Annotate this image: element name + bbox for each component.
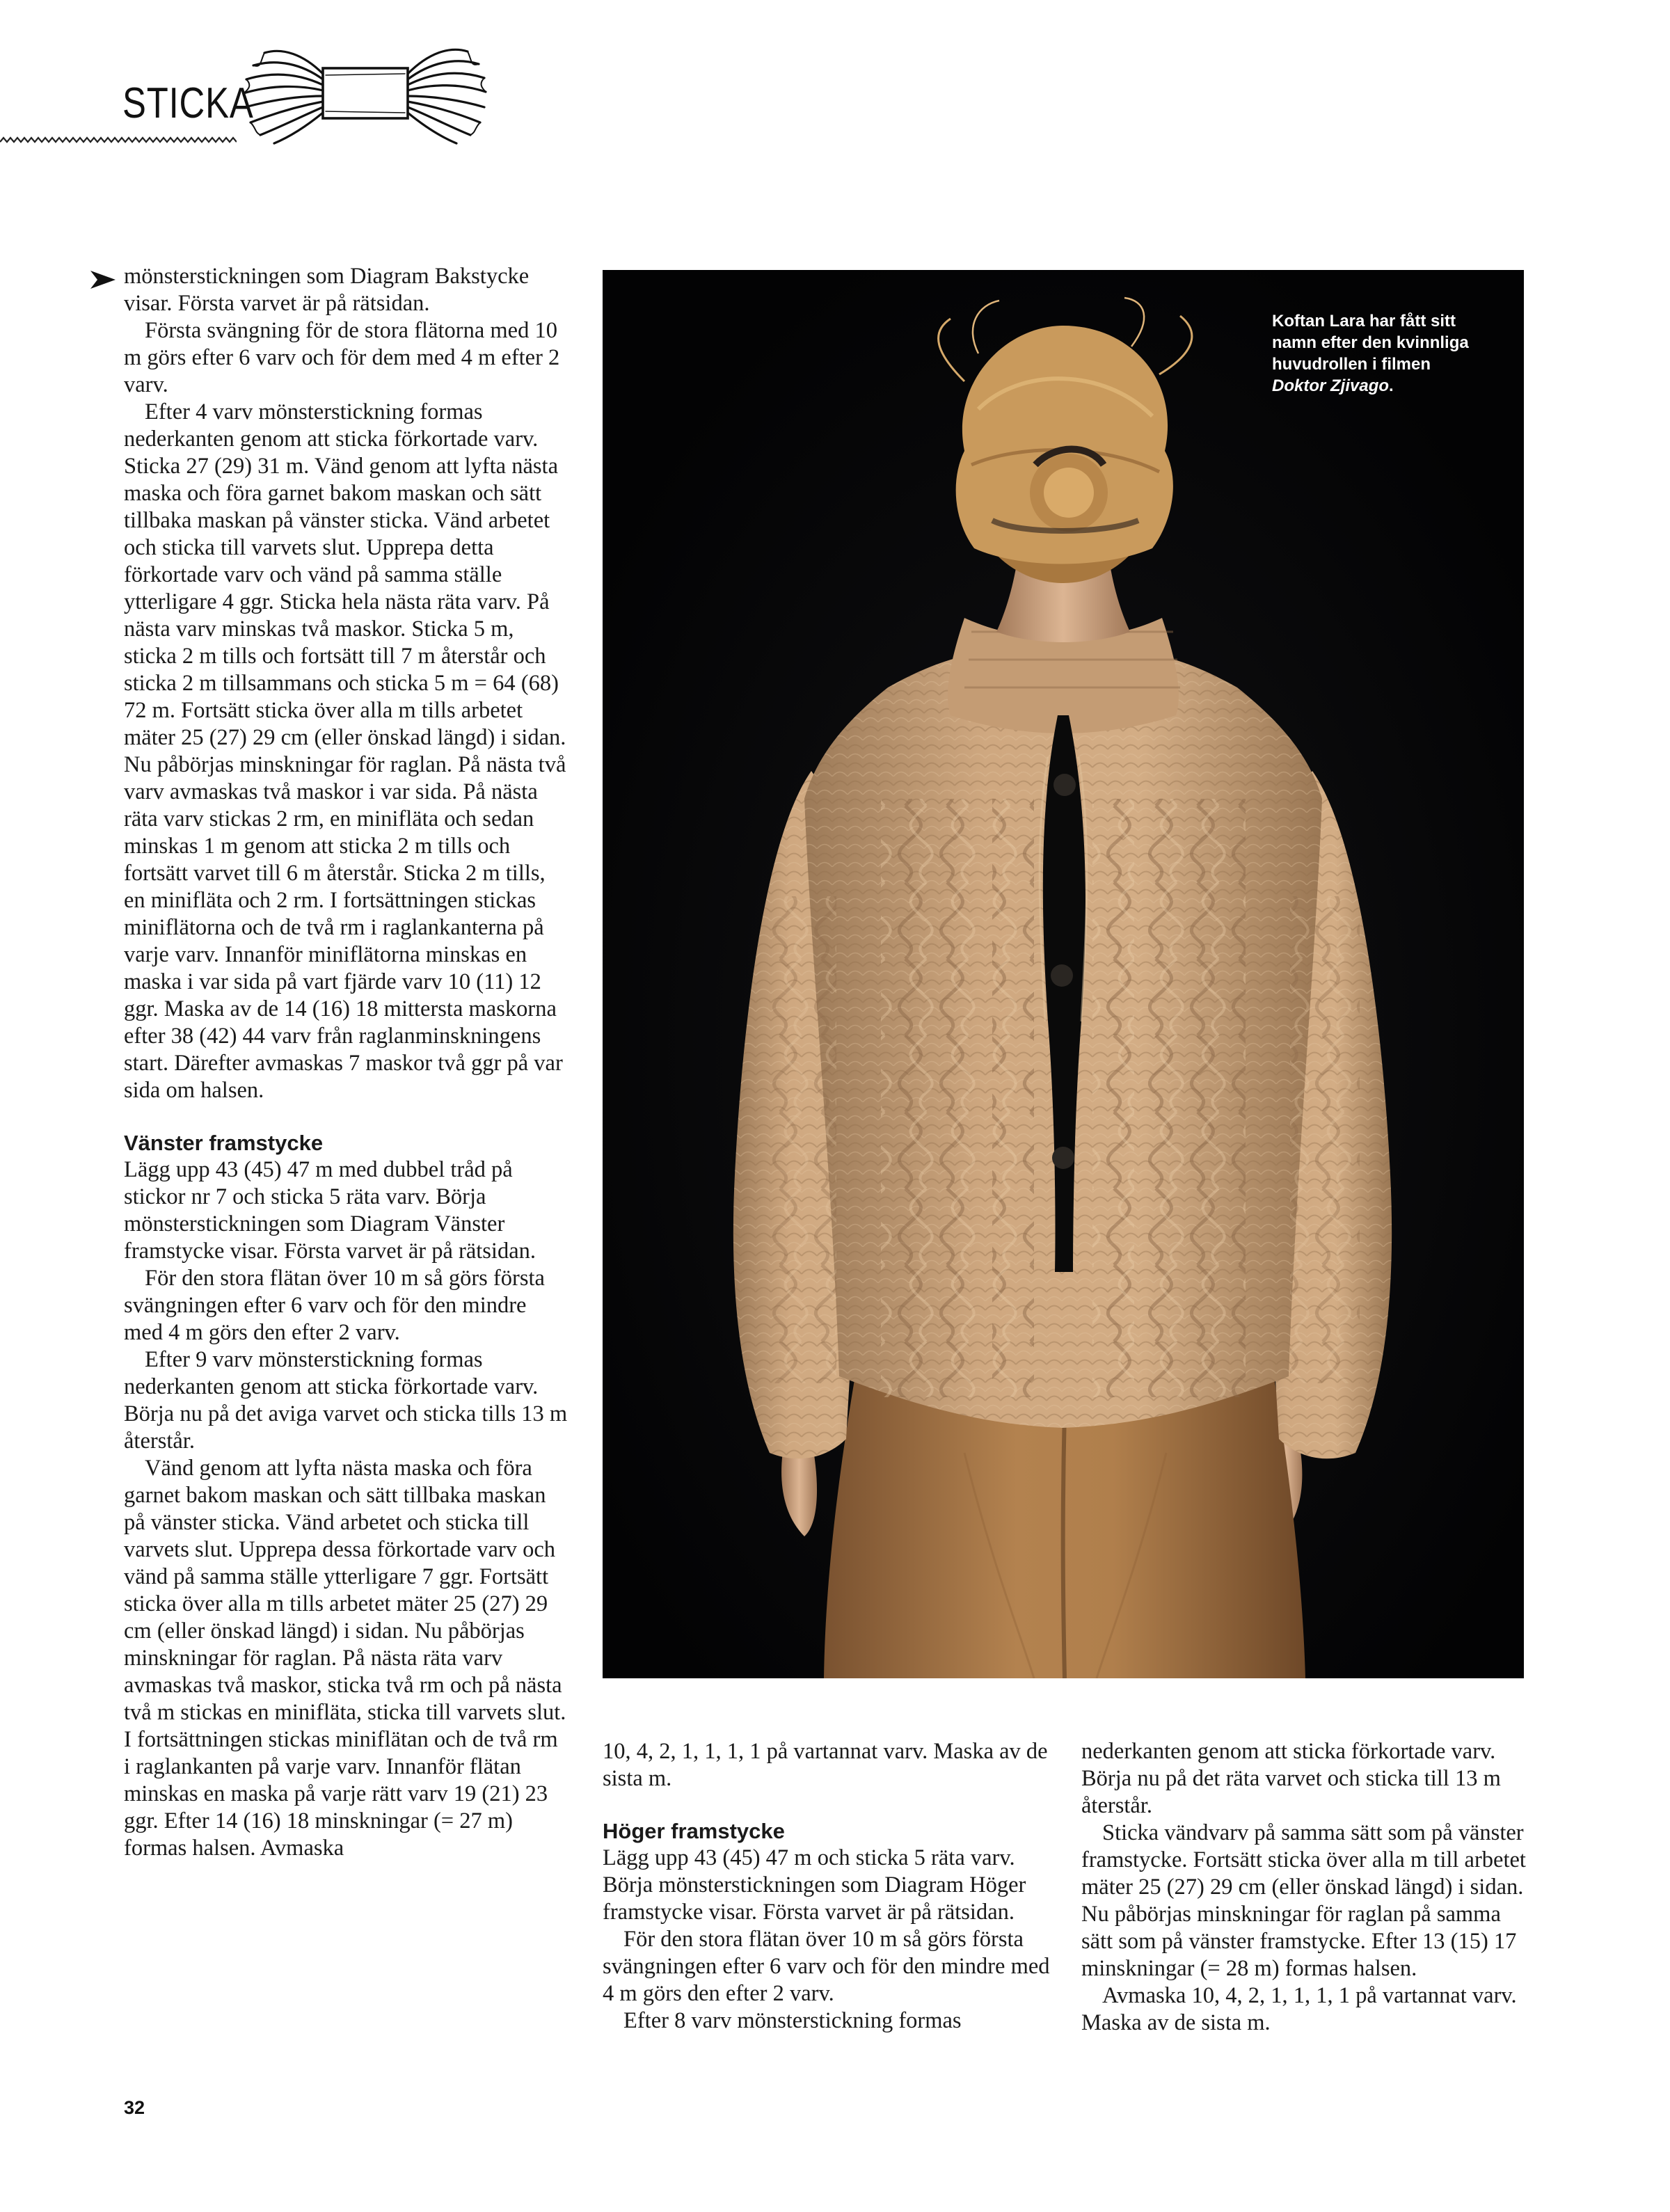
body-paragraph: För den stora flätan över 10 m så görs första svängningen efter 6 varv och för den mindre med 4 m görs den efter 2 varv. (603, 1927, 1050, 2006)
body-paragraph: Lägg upp 43 (45) 47 m med dubbel tråd på stickor nr 7 och sticka 5 räta varv. Börja mönsterstickningen som Diagram Vänster framstycke visar. Första varvet är på rätsidan. (124, 1157, 536, 1264)
body-paragraph: Efter 9 varv mönsterstickning formas nederkanten genom att sticka förkortade varv. Börja nu på det aviga varvet och sticka tills 13 m återstår. (124, 1347, 568, 1454)
body-paragraph: Lägg upp 43 (45) 47 m och sticka 5 räta varv. Börja mönsterstickningen som Diagram Höger framstycke visar. Första varvet är på rätsidan. (603, 1845, 1026, 1925)
body-paragraph: nederkanten genom att sticka förkortade varv. Börja nu på det räta varvet och sticka till 13 m återstår. (1081, 1739, 1501, 1818)
body-paragraph: Vänd genom att lyfta nästa maska och föra garnet bakom maskan och sätt tillbaka maskan på vänster sticka. Vänd arbetet och sticka till varvets slut. Upprepa dessa förkortade varv och vänd på samma ställe ytterligare 7 ggr. Fortsätt sticka över alla m tills arbetet mäter 25 (27) 29 cm (eller önskad längd) i sidan. Nu påbörjas minskningar för raglan. På nästa räta varv avmaskas två maskor, sticka två rm och på nästa två m stickas en miniflätа, sticka till varvets slut. I fortsättningen stickas miniflätan och de två rm i raglankanten på varje varv. Innanför flätan minskas en maska på varje rätt varv 19 (21) 23 ggr. Efter 14 (16) 18 minskningar (= 27 m) formas halsen. Avmaska (124, 1456, 566, 1861)
body-paragraph: Avmaska 10, 4, 2, 1, 1, 1, 1 på vartannat varv. Maska av de sista m. (1081, 1983, 1517, 2035)
section-label: STICKA (122, 79, 254, 127)
caption-text: Koftan Lara har fått sitt namn efter den kvinnliga huvudrollen i filmen (1272, 312, 1469, 374)
body-paragraph: 10, 4, 2, 1, 1, 1, 1 på vartannat varv. Maska av de sista m. (603, 1739, 1048, 1791)
photo-caption (1272, 310, 1481, 397)
body-paragraph: mönsterstickningen som Diagram Bakstycke visar. Första varvet är på rätsidan. (124, 264, 530, 316)
body-paragraph: Efter 4 varv mönsterstickning formas nederkanten genom att sticka förkortade varv. Sticka 27 (29) 31 m. Vänd genom att lyfta nästa maska och föra garnet bakom maskan och sätt tillbaka maskan på vänster sticka. Vänd arbetet och sticka till varvets slut. Upprepa detta förkortade varv och vänd på samma ställe ytterligare 4 ggr. Sticka hela nästa räta varv. På nästa varv minskas två maskor. Sticka 5 m, sticka 2 m tills och fortsätt till 7 m återstår och sticka 2 m tillsammans och sticka 5 m = 64 (68) 72 m. Fortsätt sticka över alla m tills arbetet mäter 25 (27) 29 cm (eller önskad längd) i sidan. Nu påbörjas minskningar för raglan. På nästa två varv avmaskas två maskor i var sida. På nästa räta varv stickas 2 rm, en minifläta och sedan minskas 1 m genom att sticka 2 m tills och fortsätt varvet till 6 m återstår. Sticka 2 m tills, en minifläta och 2 rm. I fortsättningen stickas miniflätorna och de två rm i raglankanterna på varje varv. Innanför miniflätorna minskas en maska i var sida på vart fjärde varv 10 (11) 12 ggr. Maska av de 14 (16) 18 mittersta maskorna efter 38 (42) 44 varv från raglanminskningens start. Därefter avmaskas 7 maskor två ggr på var sida om halsen. (124, 399, 566, 1103)
column-1 (124, 263, 569, 1862)
header-zigzag-divider (0, 132, 237, 148)
column-3 (1081, 1738, 1535, 2037)
caption-film-title: Doktor Zjivago (1272, 376, 1390, 395)
body-paragraph: För den stora flätan över 10 m så görs första svängningen efter 6 varv och för den mindre med 4 m görs den efter 2 varv. (124, 1266, 545, 1345)
body-paragraph: Första svängning för de stora flätorna med 10 m görs efter 6 varv och för dem med 4 m efter 2 varv. (124, 318, 560, 397)
sweater-photo (603, 270, 1524, 1678)
section-heading-right-front: Höger framstycke (603, 1819, 785, 1843)
arrow-right-icon (89, 269, 117, 290)
section-heading-left-front: Vänster framstycke (124, 1131, 324, 1155)
body-paragraph: Efter 8 varv mönsterstickning formas (623, 2008, 962, 2033)
page-number: 32 (124, 2097, 145, 2118)
caption-end: . (1389, 376, 1394, 395)
photo-illustration (603, 270, 1524, 1678)
column-2 (603, 1738, 1056, 2035)
yarn-skein-icon (241, 40, 488, 149)
body-paragraph: Sticka vändvarv på samma sätt som på vänster framstycke. Fortsätt sticka över alla m till arbetet mäter 25 (27) 29 cm (eller önskad längd) i sidan. Nu påbörjas minskningar för raglan på samma sätt som på vänster framstycke. Efter 13 (15) 17 minskningar (= 28 m) formas halsen. (1081, 1820, 1526, 1981)
